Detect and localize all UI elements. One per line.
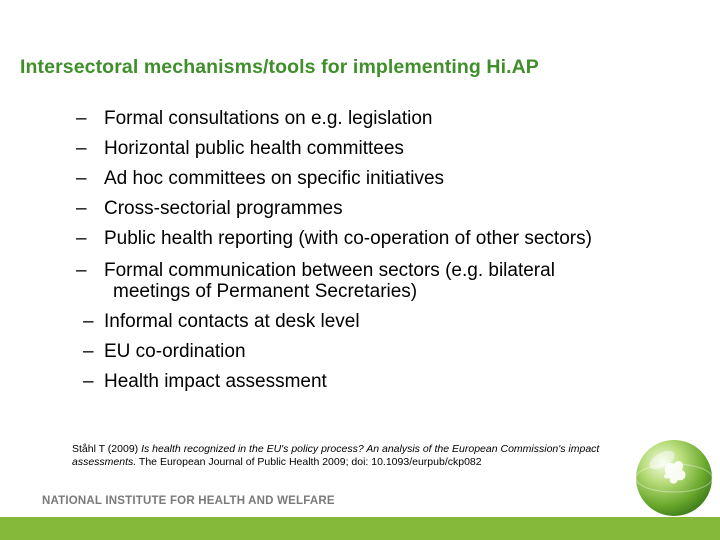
bullet-dash: – bbox=[76, 108, 87, 129]
slide-title: Intersectoral mechanisms/tools for implementing Hi.AP bbox=[20, 56, 539, 78]
bullet-dash: – bbox=[76, 228, 87, 249]
bullet-text: Cross-sectorial programmes bbox=[104, 198, 343, 219]
institute-logo-text: NATIONAL INSTITUTE FOR HEALTH AND WELFARE bbox=[42, 495, 335, 507]
bullet-dash: – bbox=[76, 168, 87, 189]
reference-source: The European Journal of Public Health 2009; doi: 10.1093/eurpub/ckp082 bbox=[136, 456, 482, 468]
reference-author: Ståhl T (2009) bbox=[72, 443, 142, 455]
bullet-text: meetings of Permanent Secretaries) bbox=[113, 281, 418, 302]
bullet-text: Formal consultations on e.g. legislation bbox=[104, 108, 433, 129]
bullet-text: Formal communication between sectors (e.g. bilateral bbox=[104, 260, 555, 281]
bottom-accent-bar bbox=[0, 517, 720, 540]
reference-citation bbox=[72, 443, 662, 469]
bullet-dash: – bbox=[76, 260, 87, 281]
reference-title: Is health recognized in the EU's policy process? An analysis of the European Commission's impact assessments. bbox=[72, 443, 600, 468]
bullet-text: Informal contacts at desk level bbox=[104, 311, 360, 332]
bullet-dash: – bbox=[76, 138, 87, 159]
bullet-text: EU co-ordination bbox=[104, 341, 246, 362]
bullet-dash: – bbox=[83, 311, 94, 332]
bullet-dash: – bbox=[76, 198, 87, 219]
bullet-text: Ad hoc committees on specific initiatives bbox=[104, 168, 445, 189]
bullet-dash: – bbox=[83, 341, 94, 362]
bullet-text: Horizontal public health committees bbox=[104, 138, 404, 159]
bullet-text: Health impact assessment bbox=[104, 371, 327, 392]
bullet-dash: – bbox=[83, 371, 94, 392]
globe-leaf-icon bbox=[628, 430, 720, 522]
bullet-text: Public health reporting (with co-operation of other sectors) bbox=[104, 228, 592, 249]
